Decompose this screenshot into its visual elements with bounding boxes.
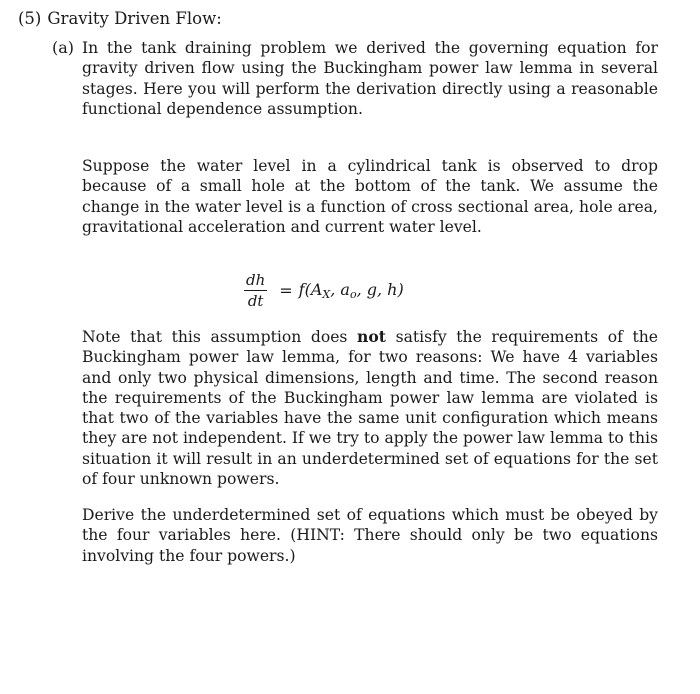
rhs-func: f(A [298,279,323,299]
problem-title: Gravity Driven Flow: [47,9,222,28]
equals-sign: = [279,280,293,300]
note-text-start: Note that this assumption does [82,328,358,346]
derivative-fraction [244,271,267,310]
intro-paragraph: In the tank draining problem we derived the governing equation for gravity driven flow using the Buckingham power law lemma in several stages. Here you will perform the derivation directly using a reasonable functional dependence assumption. [82,39,658,118]
fraction-bar [244,290,267,291]
setup-paragraph: Suppose the water level in a cylindrical tank is observed to drop because of a small hole at the bottom of the tank. We assume the change in the water level is a function of cross sectional area, hole area, gravitational acceleration and current water level. [82,157,658,236]
fraction-denominator: dt [247,291,264,310]
rhs-subscript-x: X [322,287,331,301]
governing-equation [0,266,700,314]
note-text-end: satisfy the requirements of the Buckingham power law lemma, for two reasons: We have 4 variables and only two physical dimensions, length and time. The second reason the requirements of the Buckingham power law lemma are violated is that two of the variables have the same unit configuration which means they are not independent. If we try to apply the power law lemma to this situation it will result in an underdetermined set of equations for the set of four unknown powers. [82,328,658,489]
task-paragraph: Derive the underdetermined set of equations which must be obeyed by the four variables here. (HINT: There should only be two equations involving the four powers.) [82,506,658,565]
note-emphasis: not [357,327,386,346]
rhs-mid: , a [330,279,350,299]
part-a-label: (a) [52,38,75,57]
problem-number: (5) [18,9,42,28]
note-paragraph [82,327,658,489]
function-expression [299,280,404,301]
fraction-numerator: dh [246,270,266,289]
problem-heading [18,8,222,30]
rhs-subscript-o: o [349,287,357,301]
rhs-end: , g, h) [356,279,404,299]
